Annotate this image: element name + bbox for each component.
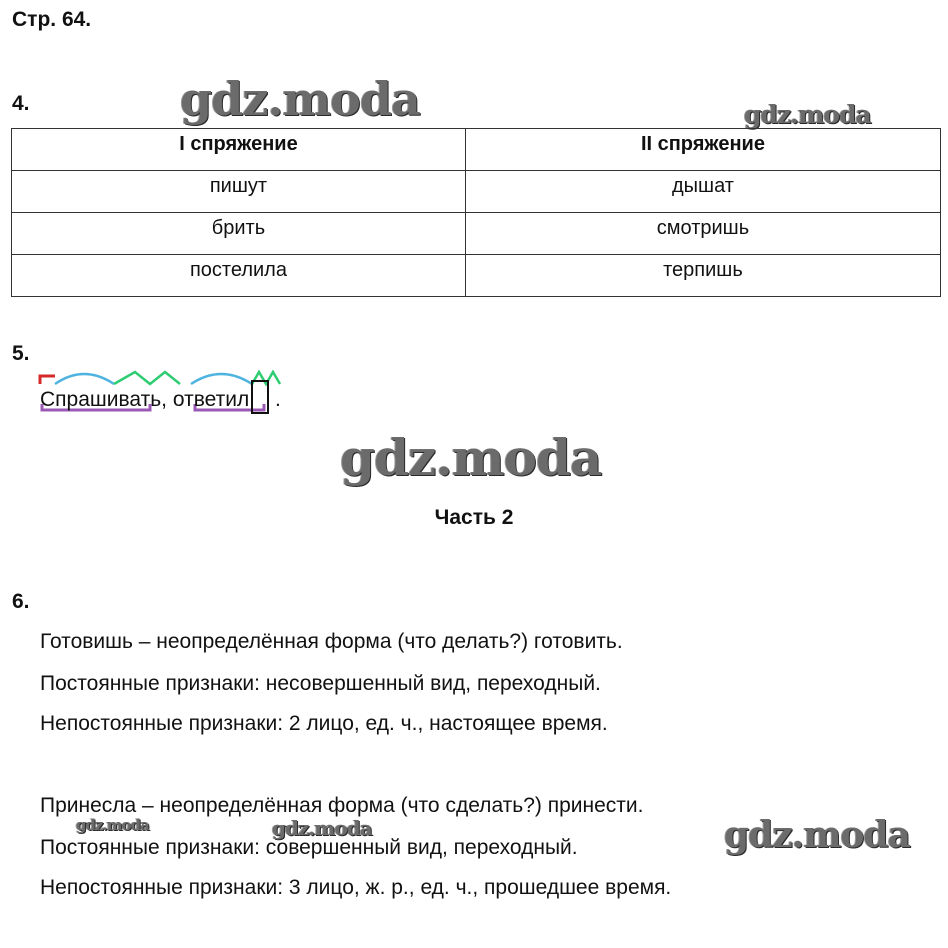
analysis-line: Непостоянные признаки: 2 лицо, ед. ч., настоящее время. [40, 712, 608, 735]
analysis-line: Принесла – неопределённая форма (что сделать?) принести. [40, 794, 644, 817]
comma: , [161, 388, 168, 411]
analysis-line: Постоянные признаки: несовершенный вид, переходный. [40, 672, 601, 695]
watermark: gdz.moda [76, 816, 149, 834]
task-6-number: 6. [12, 590, 30, 613]
analysis-line: Постоянные признаки: совершенный вид, переходный. [40, 836, 578, 859]
table-cell: постелила [12, 255, 466, 297]
table-cell: пишут [12, 171, 466, 213]
page-header: Стр. 64. [12, 8, 92, 31]
watermark: gdz.moda [744, 100, 871, 129]
table-cell: дышат [465, 171, 940, 213]
table-cell: терпишь [465, 255, 940, 297]
parsed-sentence [40, 380, 281, 414]
word-sprashivat: Спрашивать [40, 388, 162, 411]
word-otvetil: ответил [172, 388, 250, 411]
period: . [275, 388, 281, 411]
part-title: Часть 2 [434, 506, 514, 529]
ending-box [251, 380, 269, 414]
task-4-number: 4. [12, 92, 30, 115]
analysis-line: Готовишь – неопределённая форма (что делать?) готовить. [40, 630, 623, 653]
watermark: gdz.moda [272, 816, 372, 840]
column-header-conj-2: II спряжение [465, 129, 940, 171]
task-5-number: 5. [12, 342, 30, 365]
watermark: gdz.moda [724, 814, 910, 856]
table-cell: смотришь [465, 213, 940, 255]
analysis-line: Непостоянные признаки: 3 лицо, ж. р., ед. ч., прошедшее время. [40, 876, 672, 899]
watermark: gdz.moda [180, 72, 420, 126]
column-header-conj-1: I спряжение [12, 129, 466, 171]
table-cell: брить [12, 213, 466, 255]
watermark: gdz.moda [340, 428, 602, 487]
